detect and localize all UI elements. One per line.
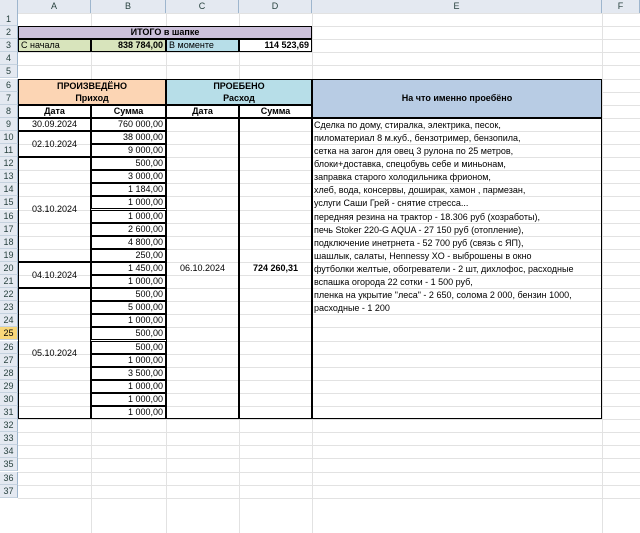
note-line: сетка на загон для овец 3 рулона по 25 метров, xyxy=(314,146,514,156)
gridline-row xyxy=(18,498,640,499)
row-header-20[interactable]: 20 xyxy=(0,262,18,275)
income-amount-cell[interactable]: 4 800,00 xyxy=(91,236,166,249)
income-date-header[interactable]: Дата xyxy=(18,105,91,118)
note-line: передняя резина на трактор - 18.306 руб (хозработы), xyxy=(314,211,540,222)
row-header-2[interactable]: 2 xyxy=(0,26,18,39)
row-header-31[interactable]: 31 xyxy=(0,406,18,419)
row-header-7[interactable]: 7 xyxy=(0,92,18,105)
row-header-25[interactable]: 25 xyxy=(0,327,18,340)
income-amount-cell[interactable]: 1 450,00 xyxy=(91,262,166,275)
expense-date-header[interactable]: Дата xyxy=(166,105,239,118)
column-header-d[interactable]: D xyxy=(239,0,312,13)
row-header-23[interactable]: 23 xyxy=(0,301,18,314)
expense-header-title: ПРОЕБЕНО xyxy=(213,80,265,91)
income-amount-cell[interactable]: 1 000,00 xyxy=(91,196,166,209)
expense-header-subtitle: Расход xyxy=(223,92,255,103)
income-amount-cell[interactable]: 3 500,00 xyxy=(91,367,166,380)
note-line: расходные - 1 200 xyxy=(314,303,390,314)
expense-header[interactable] xyxy=(166,79,312,105)
row-header-1[interactable]: 1 xyxy=(0,13,18,26)
note-line: вспашка огорода 22 сотки - 1 500 руб, xyxy=(314,277,473,287)
row-header-30[interactable]: 30 xyxy=(0,393,18,406)
current-label[interactable]: В моменте xyxy=(166,39,239,52)
gridline-row xyxy=(18,432,640,433)
income-amount-cell[interactable]: 38 000,00 xyxy=(91,131,166,144)
income-amount-cell[interactable]: 2 600,00 xyxy=(91,223,166,236)
row-header-9[interactable]: 9 xyxy=(0,118,18,131)
row-header-28[interactable]: 28 xyxy=(0,367,18,380)
income-amount-cell[interactable]: 500,00 xyxy=(91,341,166,354)
note-line: пиломатериал 8 м.куб., бензотример, бензопила, xyxy=(314,132,521,143)
column-header-c[interactable]: C xyxy=(166,0,239,13)
note-line: блоки+доставка, спецобувь себе и миньонам, xyxy=(314,159,506,170)
row-header-34[interactable]: 34 xyxy=(0,445,18,458)
note-line: Сделка по дому, стиралка, электрика, песок, xyxy=(314,119,501,130)
column-header-e[interactable]: E xyxy=(312,0,602,13)
column-header-f[interactable]: F xyxy=(602,0,640,13)
row-header-33[interactable]: 33 xyxy=(0,432,18,445)
income-amount-cell[interactable]: 1 000,00 xyxy=(91,380,166,393)
income-amount-cell[interactable]: 1 000,00 xyxy=(91,393,166,406)
gridline-row xyxy=(18,445,640,446)
income-amount-cell[interactable]: 1 184,00 xyxy=(91,183,166,196)
row-header-16[interactable]: 16 xyxy=(0,210,18,223)
income-date-cell[interactable]: 05.10.2024 xyxy=(18,288,91,419)
row-header-3[interactable]: 3 xyxy=(0,39,18,52)
income-amount-cell[interactable]: 1 000,00 xyxy=(91,354,166,367)
income-header-subtitle: Приход xyxy=(75,92,109,103)
row-header-36[interactable]: 36 xyxy=(0,472,18,485)
row-header-14[interactable]: 14 xyxy=(0,183,18,196)
gridline-row xyxy=(18,458,640,459)
row-header-19[interactable]: 19 xyxy=(0,249,18,262)
income-amount-cell[interactable]: 500,00 xyxy=(91,157,166,170)
row-header-8[interactable]: 8 xyxy=(0,105,18,118)
note-line: заправка старого холодильника фрионом, xyxy=(314,172,491,183)
summary-title[interactable]: ИТОГО в шапке xyxy=(18,26,312,39)
income-date-cell[interactable]: 04.10.2024 xyxy=(18,262,91,288)
expense-amount-cell[interactable]: 724 260,31 xyxy=(239,118,312,419)
column-header-b[interactable]: B xyxy=(91,0,166,13)
row-header-27[interactable]: 27 xyxy=(0,354,18,367)
income-amount-cell[interactable]: 500,00 xyxy=(91,288,166,301)
income-amount-cell[interactable]: 250,00 xyxy=(91,249,166,262)
row-header-15[interactable]: 15 xyxy=(0,196,18,209)
note-line: хлеб, вода, консервы, доширак, хамон , пармезан, xyxy=(314,185,526,196)
note-line: пленка на укрытие "леса" - 2 650, солома 2 000, бензин 1000, xyxy=(314,290,572,301)
gridline-row xyxy=(18,485,640,486)
row-header-26[interactable]: 26 xyxy=(0,341,18,354)
income-amount-cell[interactable]: 1 000,00 xyxy=(91,210,166,223)
note-line: шашлык, салаты, Hennessy XO - выброшены в окно xyxy=(314,250,532,261)
note-line: футболки желтые, обогреватели - 2 шт, дихлофос, расходные xyxy=(314,263,574,274)
gridline-row xyxy=(18,65,640,66)
income-amount-cell[interactable]: 5 000,00 xyxy=(91,301,166,314)
income-date-cell[interactable]: 03.10.2024 xyxy=(18,157,91,262)
income-amount-cell[interactable]: 1 000,00 xyxy=(91,314,166,327)
notes-header[interactable]: На что именно проебёно xyxy=(312,79,602,118)
gridline-col xyxy=(602,13,603,533)
current-value[interactable]: 114 523,69 xyxy=(239,39,312,52)
row-header-32[interactable]: 32 xyxy=(0,419,18,432)
income-amount-cell[interactable]: 500,00 xyxy=(91,327,166,340)
expense-amount-header[interactable]: Сумма xyxy=(239,105,312,118)
row-header-6[interactable]: 6 xyxy=(0,79,18,92)
income-date-cell[interactable]: 02.10.2024 xyxy=(18,131,91,157)
row-header-4[interactable]: 4 xyxy=(0,52,18,65)
select-all-corner[interactable] xyxy=(0,0,18,13)
income-amount-cell[interactable]: 9 000,00 xyxy=(91,144,166,157)
row-header-10[interactable]: 10 xyxy=(0,131,18,144)
income-amount-cell[interactable]: 3 000,00 xyxy=(91,170,166,183)
row-header-13[interactable]: 13 xyxy=(0,170,18,183)
row-header-22[interactable]: 22 xyxy=(0,288,18,301)
note-line: подключение инетрнета - 52 700 руб (связь с ЯП), xyxy=(314,237,524,248)
since-start-value[interactable]: 838 784,00 xyxy=(91,39,166,52)
row-header-21[interactable]: 21 xyxy=(0,275,18,288)
row-header-11[interactable]: 11 xyxy=(0,144,18,157)
gridline-row xyxy=(18,472,640,473)
row-header-24[interactable]: 24 xyxy=(0,314,18,327)
note-line: печь Stoker 220-G AQUA - 27 150 руб (отопление), xyxy=(314,224,524,235)
row-header-12[interactable]: 12 xyxy=(0,157,18,170)
row-header-17[interactable]: 17 xyxy=(0,223,18,236)
expense-date-cell[interactable]: 06.10.2024 xyxy=(166,118,239,419)
row-header-5[interactable]: 5 xyxy=(0,65,18,78)
gridline-row xyxy=(18,13,640,14)
income-amount-cell[interactable]: 1 000,00 xyxy=(91,406,166,419)
row-header-35[interactable]: 35 xyxy=(0,458,18,471)
income-amount-cell[interactable]: 760 000,00 xyxy=(91,118,166,131)
row-header-29[interactable]: 29 xyxy=(0,380,18,393)
income-header[interactable] xyxy=(18,79,166,105)
since-start-label[interactable]: С начала xyxy=(18,39,91,52)
note-line: услуги Саши Грей - снятие стресса... xyxy=(314,198,469,209)
row-header-18[interactable]: 18 xyxy=(0,236,18,249)
column-header-a[interactable]: A xyxy=(18,0,91,13)
income-header-title: ПРОИЗВЕДЁНО xyxy=(57,80,127,91)
income-amount-header[interactable]: Сумма xyxy=(91,105,166,118)
income-amount-cell[interactable]: 1 000,00 xyxy=(91,275,166,288)
gridline-row xyxy=(18,419,640,420)
row-header-37[interactable]: 37 xyxy=(0,485,18,498)
income-date-cell[interactable]: 30.09.2024 xyxy=(18,118,91,131)
